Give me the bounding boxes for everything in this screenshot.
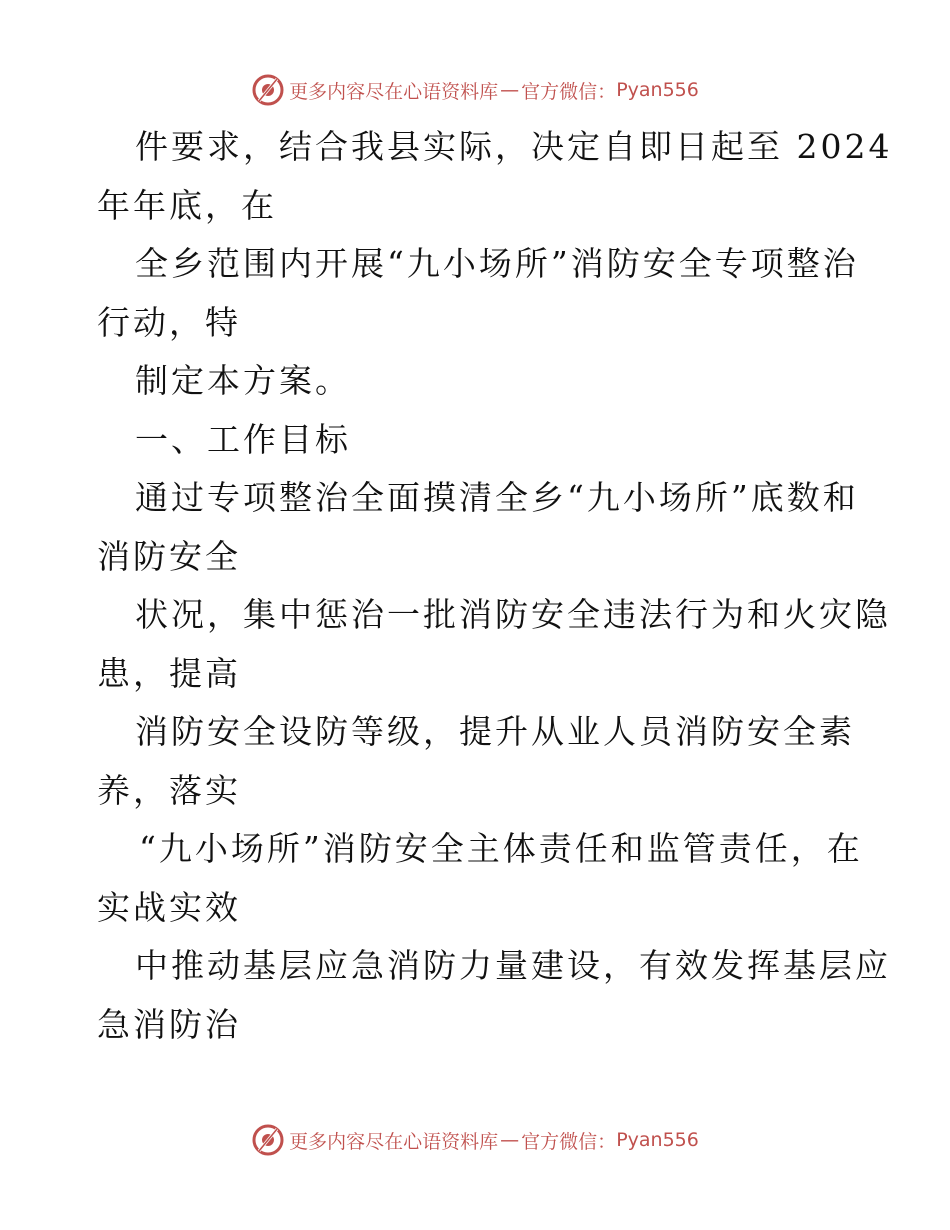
text-line: 制定本方案。 bbox=[135, 361, 351, 400]
text-line: 年年底，在 bbox=[97, 185, 277, 225]
document-body bbox=[97, 118, 893, 1054]
text-line: 消防安全 bbox=[97, 536, 241, 576]
text-line: 养，落实 bbox=[97, 770, 241, 810]
text-line: 通过专项整治全面摸清全乡“九小场所”底数和 bbox=[135, 478, 859, 517]
brand-logo-icon bbox=[251, 73, 285, 107]
text-line: 状况，集中惩治一批消防安全违法行为和火灾隐 bbox=[135, 595, 891, 634]
watermark-brand-text: 更多内容尽在心语资料库 bbox=[289, 1130, 499, 1153]
watermark-contact-label: 官方微信： bbox=[521, 1130, 617, 1153]
section-heading: 一、工作目标 bbox=[135, 419, 351, 459]
text-line: 患，提高 bbox=[97, 653, 241, 693]
text-line: 急消防治 bbox=[97, 1004, 241, 1044]
watermark-contact-label: 官方微信： bbox=[521, 80, 617, 103]
text-line: “九小场所”消防安全主体责任和监管责任，在 bbox=[139, 829, 863, 868]
text-line: 实战实效 bbox=[97, 887, 241, 927]
watermark-contact-id: Pyan556 bbox=[616, 1129, 699, 1151]
footer-watermark bbox=[0, 1120, 950, 1160]
watermark-contact-id: Pyan556 bbox=[616, 79, 699, 101]
watermark-separator: — bbox=[500, 79, 520, 101]
watermark-brand-text: 更多内容尽在心语资料库 bbox=[289, 80, 499, 103]
header-watermark bbox=[0, 70, 950, 110]
text-line: 全乡范围内开展“九小场所”消防安全专项整治 bbox=[135, 244, 859, 283]
text-line: 消防安全设防等级，提升从业人员消防安全素 bbox=[135, 712, 855, 751]
text-line: 行动，特 bbox=[97, 302, 241, 342]
brand-logo-icon bbox=[251, 1123, 285, 1157]
text-line: 中推动基层应急消防力量建设，有效发挥基层应 bbox=[135, 946, 891, 985]
text-line: 件要求，结合我县实际，决定自即日起至 2024 bbox=[135, 127, 893, 166]
watermark-separator: — bbox=[500, 1129, 520, 1151]
